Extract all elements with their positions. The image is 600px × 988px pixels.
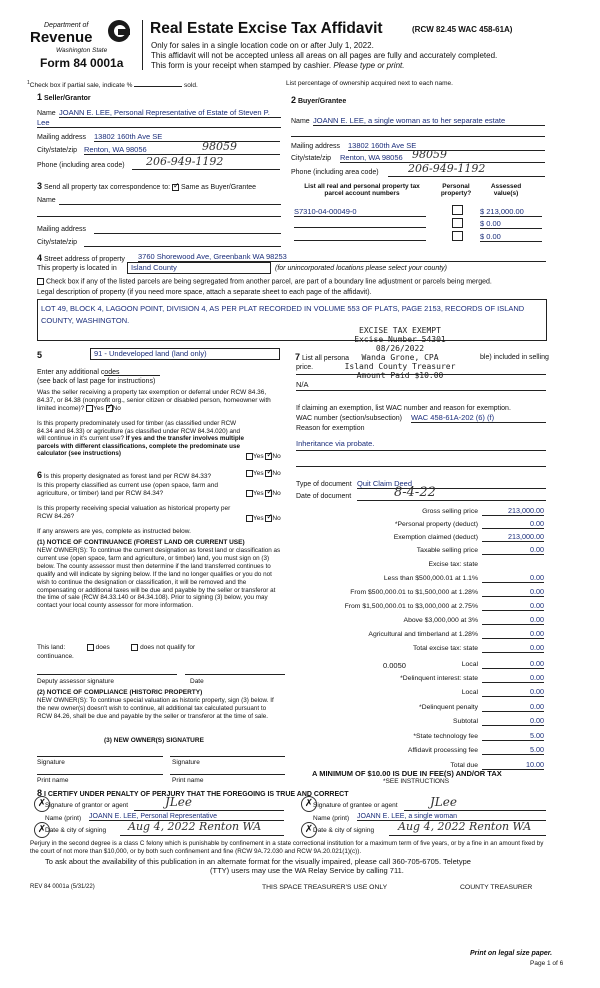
parcel-number-1[interactable]: S7310-04-00049-0 xyxy=(294,207,426,217)
seller-phone-handwritten: 206-949-1192 xyxy=(146,155,224,168)
calc-row-value[interactable]: 10.00 xyxy=(482,760,544,770)
grantor-date-city-label: Date & city of signing xyxy=(45,827,107,834)
calc-row-label: From $500,000.01 to $1,500,000 at 1.28% xyxy=(350,589,478,596)
land-use-select[interactable]: 91 - Undeveloped land (land only) xyxy=(90,348,280,360)
calc-row-label: *State technology fee xyxy=(413,733,478,740)
calc-row-label: Affidavit processing fee xyxy=(407,747,478,754)
calc-row-value[interactable]: 0.00 xyxy=(482,615,544,625)
calc-row-label: Agricultural and timberland at 1.28% xyxy=(368,631,478,638)
personal-property-checkbox-2[interactable] xyxy=(452,218,463,228)
header-note-2: This affidavit will not be accepted unless all areas on all pages are fully and accurately completed. xyxy=(151,51,498,60)
property-street-field[interactable]: 3760 Shorewood Ave, Greenbank WA 98253 xyxy=(138,252,546,262)
calc-row-label: Above $3,000,000 at 3% xyxy=(403,617,478,624)
revision-label: REV 84 0001a (5/31/22) xyxy=(30,884,95,890)
calc-row-label: Subtotal xyxy=(453,718,478,725)
section3-name-field[interactable] xyxy=(59,195,281,205)
buyer-phone-label: Phone (including area code) xyxy=(291,169,379,176)
section6-q3: Is this property receiving special valuation as historical property per RCW 84.26? xyxy=(37,505,231,520)
dor-logo xyxy=(30,18,142,74)
grantor-name-label: Name (print) xyxy=(45,815,82,822)
section6-q1-answers: Yes ✓ No xyxy=(246,470,281,477)
buyer-name-field[interactable]: JOANN E. LEE, a single woman as to her separate estate xyxy=(313,116,545,126)
seller-heading: 1 Seller/Grantor xyxy=(37,92,91,102)
calc-row-value[interactable]: 5.00 xyxy=(482,745,544,755)
local-rate: 0.0050 xyxy=(383,661,406,670)
logo-state-line: Washington State xyxy=(56,47,108,54)
x-mark-icon: ✗ xyxy=(34,796,50,812)
grantor-date-city-field[interactable] xyxy=(120,833,284,836)
section6-q2-answers: Yes ✓ No xyxy=(246,490,281,497)
personal-property-checkbox-3[interactable] xyxy=(452,231,463,241)
section7-label-end: ble) included in selling xyxy=(480,354,549,361)
grantor-sig-label: Signature of grantor or agent xyxy=(45,802,129,809)
accessibility-line-1: To ask about the availability of this publication in an alternate format for the visually impaired, please call 360-705-6705. Teletype xyxy=(45,857,471,866)
calc-row-label: Taxable selling price xyxy=(416,547,478,554)
county-select[interactable]: Island County xyxy=(127,262,271,274)
calc-row-value[interactable]: 0.00 xyxy=(482,573,544,583)
owner-print-field-1[interactable] xyxy=(37,772,163,775)
seller-name-label: Name xyxy=(37,110,56,117)
x-mark-icon: ✗ xyxy=(301,796,317,812)
logo-revenue-word: Revenue xyxy=(30,29,93,46)
header-divider xyxy=(142,20,143,70)
legal-size-note: Print on legal size paper. xyxy=(470,950,553,957)
notice-continuance-text: NEW OWNER(S): To continue the current designation as forest land or classification as current use (open space, farm and agriculture, or timber) land, you must sign on (3) below. The county assessor must then determine if the land transferred continues to qualify and will indicate by signing below. If the land no longer qualifies or you do not wish to continue the designation or classification, it will be removed and the compensating or additional taxes will be due and payable by the seller or transferor at the time of sale (RCW 84.33.140 or 84.34.108). Prior to signing (3) below, you may contact your local county assessor for more information. xyxy=(37,547,281,610)
seller-phone-label: Phone (including area code) xyxy=(37,162,125,169)
calc-row-value[interactable]: 5.00 xyxy=(482,731,544,741)
buyer-phone-handwritten: 206-949-1192 xyxy=(408,162,486,175)
parcel-table-header-3: Assessed value(s) xyxy=(490,183,522,197)
same-as-buyer-checkbox[interactable]: ✓ xyxy=(173,180,180,190)
calc-row-label: Exemption claimed (deduct) xyxy=(393,534,478,541)
buyer-name-label: Name xyxy=(291,118,310,125)
calc-row-label: *Delinquent interest: state xyxy=(400,675,478,682)
logo-swirl-icon xyxy=(108,20,130,42)
seller-name-field-line2[interactable]: Lee xyxy=(37,118,281,128)
calc-row-value[interactable]: 0.00 xyxy=(482,673,544,683)
see-instructions-note: *SEE INSTRUCTIONS xyxy=(383,778,450,785)
owner-signature-label-2: Signature xyxy=(172,759,200,766)
q1-no-checkbox[interactable]: ✓ xyxy=(106,402,114,411)
assessed-value-2[interactable]: $ 0.00 xyxy=(480,219,542,229)
historic-no-checkbox[interactable]: ✓ xyxy=(266,512,274,521)
forest-no-checkbox[interactable]: ✓ xyxy=(266,467,274,476)
forest-yes-checkbox[interactable] xyxy=(246,470,253,477)
legal-description-field[interactable]: LOT 49, BLOCK 4, LAGOON POINT, DIVISION 4, AS PER PLAT RECORDED IN VOLUME 553 OF PLATS, PAGE 2153, RECORDS OF ISLAND COUNTY, WASHINGTON. xyxy=(37,299,547,341)
personal-property-list-field[interactable] xyxy=(296,372,546,375)
section3-label: 3 Send all property tax correspondence to: ✓ Same as Buyer/Grantee xyxy=(37,180,257,191)
doc-date-field[interactable] xyxy=(357,491,546,501)
stamp-line-3: 08/26/2022 xyxy=(375,344,425,353)
section3-city-label: City/state/zip xyxy=(37,239,78,246)
owner-print-label-2: Print name xyxy=(172,777,204,784)
buyer-city-field[interactable]: Renton, WA 98056 xyxy=(340,153,545,163)
doc-date-handwritten: 8-4-22 xyxy=(394,485,436,500)
calc-row-label: Total excise tax: state xyxy=(413,645,478,652)
owner-print-field-2[interactable] xyxy=(170,772,285,775)
grantee-date-city-field[interactable] xyxy=(389,833,546,836)
continuance-label: continuance. xyxy=(37,653,74,660)
form-number: Form 84 0001a xyxy=(40,56,124,70)
partial-sale-row: $^1$Check box if partial sale, indicate % sold. xyxy=(27,80,198,90)
calc-row-value[interactable]: 0.00 xyxy=(482,519,544,529)
assessed-value-1[interactable]: $ 213,000.00 xyxy=(480,207,542,217)
new-owner-signature-title: (3) NEW OWNER(S) SIGNATURE xyxy=(104,737,204,744)
calc-row-value[interactable]: 0.00 xyxy=(482,716,544,726)
personal-property-list-field-2[interactable] xyxy=(296,388,546,391)
buyer-name-field-line2[interactable] xyxy=(291,128,545,137)
calc-row-value[interactable]: 0.00 xyxy=(482,545,544,555)
section5-q1: Was the seller receiving a property tax exemption or deferral under RCW 84.36, 84.37, or 84.38 (nonprofit org., senior citizen or disabled person, homeowner with limited income)? Yes ✓ No xyxy=(37,389,271,413)
county-note: (for unincorporated locations please select your county) xyxy=(275,265,447,272)
reason-line-2 xyxy=(296,465,546,467)
reason-label: Reason for exemption xyxy=(296,425,365,432)
located-in-label: This property is located in xyxy=(37,265,117,272)
section6-q2: Is this property classified as current use (open space, farm and agriculture, or timber) land per RCW 84.34? xyxy=(37,482,219,497)
calc-row-value[interactable]: 213,000.00 xyxy=(482,506,544,516)
grantee-signature-field[interactable] xyxy=(404,808,546,811)
minimum-due-note: A MINIMUM OF $10.00 IS DUE IN FEE(S) AND/OR TAX xyxy=(312,769,502,778)
calc-row-label: Gross selling price xyxy=(422,508,478,515)
reason-field[interactable]: Inheritance via probate. xyxy=(296,439,375,448)
buyer-zip-handwritten: 98059 xyxy=(412,148,447,161)
personal-property-na: N/A xyxy=(296,380,309,389)
buyer-mailing-field[interactable]: 13802 160th Ave SE xyxy=(348,141,545,151)
legal-description-label: Legal description of property (if you need more space, attach a separate sheet to each page of the affidavit). xyxy=(37,289,372,296)
page-number: Page 1 of 6 xyxy=(530,960,564,967)
section3-city-field[interactable] xyxy=(84,237,281,247)
grantor-signature-handwritten: JLee xyxy=(165,795,192,809)
section7-label-price: price. xyxy=(296,364,314,371)
stamp-line-4: Wanda Grone, CPA xyxy=(361,353,439,362)
stamp-line-1: EXCISE TAX EXEMPT xyxy=(359,326,441,335)
section3-mailing-label: Mailing address xyxy=(37,226,87,233)
grantee-date-city-handwritten: Aug 4, 2022 Renton WA xyxy=(398,820,532,833)
calc-row-label: Excise tax: state xyxy=(428,561,478,568)
notice-compliance-text: NEW OWNER(S): To continue special valuation as historic property, sign (3) below. If the new owner(s) doesn't wish to continue, all additional tax calculated pursuant to RCW 84.26, shall be due and payable by the seller or transferor at the time of sale. xyxy=(37,697,274,720)
section6-instructions: If any answers are yes, complete as instructed below. xyxy=(37,528,191,535)
calc-row-label: *Delinquent penalty xyxy=(419,704,478,711)
grantee-signature-handwritten: JLee xyxy=(430,795,457,809)
calc-row-label: Local xyxy=(461,661,478,668)
seller-mailing-field[interactable]: 13802 160th Ave SE xyxy=(94,132,280,142)
calc-row-label: Total due xyxy=(450,762,478,769)
owner-print-label-1: Print name xyxy=(37,777,69,784)
seller-mailing-label: Mailing address xyxy=(37,134,87,141)
accessibility-line-2: (TTY) users may use the WA Relay Service by calling 711. xyxy=(210,866,404,875)
calc-row-value[interactable]: 0.00 xyxy=(482,587,544,597)
calc-row-value[interactable]: 0.00 xyxy=(482,601,544,611)
deputy-date-field[interactable] xyxy=(185,672,285,675)
historic-yes-checkbox[interactable] xyxy=(246,515,253,522)
calc-row-value[interactable]: 0.00 xyxy=(482,687,544,697)
reason-line-1 xyxy=(296,449,546,451)
calc-row-value[interactable]: 0.00 xyxy=(482,702,544,712)
land-does-checkbox[interactable] xyxy=(87,644,94,651)
calc-row-value[interactable]: 0.00 xyxy=(482,643,544,653)
calc-row-label: Less than $500,000.01 at 1.1% xyxy=(383,575,478,582)
buyer-mailing-label: Mailing address xyxy=(291,143,341,150)
grantee-sig-label: Signature of grantee or agent xyxy=(313,802,398,809)
section4-street-row: 4 Street address of property xyxy=(37,253,125,263)
section5-q2-answers: Yes ✓ No xyxy=(246,453,281,460)
owner-signature-label-1: Signature xyxy=(37,759,65,766)
owner-signature-field-2[interactable] xyxy=(170,754,285,757)
stamp-line-5: Island County Treasurer xyxy=(344,362,456,371)
seller-city-field[interactable]: Renton, WA 98056 xyxy=(84,145,280,155)
doc-type-label: Type of document xyxy=(296,481,352,488)
parcel-number-2[interactable] xyxy=(294,219,426,228)
q2-yes-checkbox[interactable] xyxy=(246,453,253,460)
additional-codes-label: Enter any additional codes xyxy=(37,369,120,376)
calc-row-label: Local xyxy=(461,689,478,696)
section3-name-field-2[interactable] xyxy=(37,208,281,217)
logo-dept-line: Department of xyxy=(44,22,89,29)
header-note-3: This form is your receipt when stamped by cashier. Please type or print. xyxy=(151,61,405,70)
q2-no-checkbox[interactable]: ✓ xyxy=(266,450,274,459)
grantee-name-field[interactable]: JOANN E. LEE, a single woman xyxy=(357,813,546,821)
deputy-date-label: Date xyxy=(190,678,204,685)
assessed-value-3[interactable]: $ 0.00 xyxy=(480,232,542,242)
parcel-table-header-2: Personal property? xyxy=(440,183,472,197)
section6-q1: 6 Is this property designated as forest land per RCW 84.33? xyxy=(37,470,212,480)
form-title: Real Estate Excise Tax Affidavit xyxy=(150,20,383,37)
buyer-heading: 2 Buyer/Grantee xyxy=(291,95,347,105)
wac-label: WAC number (section/subsection) xyxy=(296,415,402,422)
county-treasurer-label: COUNTY TREASURER xyxy=(460,884,533,891)
parcel-number-3[interactable] xyxy=(294,232,426,241)
this-land-row: This land: does does not qualify for xyxy=(37,644,196,652)
buyer-city-label: City/state/zip xyxy=(291,155,332,162)
grantor-date-city-handwritten: Aug 4, 2022 Renton WA xyxy=(128,820,262,833)
owner-signature-field-1[interactable] xyxy=(37,754,163,757)
seller-name-field[interactable]: JOANN E. LEE, Personal Representative of Estate of Steven P. xyxy=(59,108,281,118)
calc-row-value[interactable]: 0.00 xyxy=(482,659,544,669)
calc-row-label: *Personal property (deduct) xyxy=(394,521,478,528)
calc-row-value[interactable]: 0.00 xyxy=(482,629,544,639)
grantee-date-city-label: Date & city of signing xyxy=(313,827,375,834)
additional-codes-note: (see back of last page for instructions) xyxy=(37,378,156,385)
certify-statement: 8 I CERTIFY UNDER PENALTY OF PERJURY THAT THE FOREGOING IS TRUE AND CORRECT xyxy=(37,788,349,798)
deputy-signature-label: Deputy assessor signature xyxy=(37,678,114,685)
calc-row-value[interactable]: 213,000.00 xyxy=(482,532,544,542)
section3-mailing-field[interactable] xyxy=(94,224,281,234)
personal-property-checkbox-1[interactable] xyxy=(452,205,463,215)
form-title-citation: (RCW 82.45 WAC 458-61A) xyxy=(412,25,513,34)
wac-field[interactable]: WAC 458-61A-202 (6) (f) xyxy=(411,413,546,423)
grantor-name-field[interactable]: JOANN E. LEE, Personal Representative xyxy=(89,813,284,821)
doc-type-field[interactable]: Quit Claim Deed xyxy=(357,479,546,489)
additional-codes-field[interactable] xyxy=(104,368,160,376)
parcel-table-header-1: List all real and personal property tax parcel account numbers xyxy=(304,183,420,197)
seller-zip-handwritten: 98059 xyxy=(202,140,237,153)
section5-q2: Is this property predominately used for timber (as classified under RCW 84.34 and 84.33) or agriculture (as classified under RCW 84.34.020) and will continue in it's current use? If yes and the transfer involves multiple parcels with different classifications, complete the predominate use calculator (see instructions) xyxy=(37,420,244,457)
exemption-claim-label: If claiming an exemption, list WAC number and reason for exemption. xyxy=(296,405,511,412)
current-use-no-checkbox[interactable]: ✓ xyxy=(266,487,274,496)
grantee-name-label: Name (print) xyxy=(313,815,350,822)
deputy-signature-field[interactable] xyxy=(37,672,177,675)
section5-num: 5 xyxy=(37,350,43,360)
section6-q3-answers: Yes ✓ No xyxy=(246,515,281,522)
current-use-yes-checkbox[interactable] xyxy=(246,490,253,497)
segregation-checkbox[interactable] xyxy=(37,278,44,285)
ownership-note: List percentage of ownership acquired next to each name. xyxy=(286,80,453,87)
grantor-signature-field[interactable] xyxy=(134,808,284,811)
seller-city-label: City/state/zip xyxy=(37,147,78,154)
treasurer-use-label: THIS SPACE TREASURER'S USE ONLY xyxy=(262,884,388,891)
header-note-1: Only for sales in a single location code on or after July 1, 2022. xyxy=(151,41,374,50)
calc-row-label: From $1,500,000.01 to $3,000,000 at 2.75% xyxy=(344,603,478,610)
section7-label: 7 List all persona xyxy=(295,352,350,362)
stamp-line-6: Amount Paid $10.00 xyxy=(356,371,444,380)
perjury-warning: Perjury in the second degree is a class C felony which is punishable by confinement in a state correctional institution for a maximum term of five years, or by a fine in an amount fixed by the court of not more than $10,000, or by both such confinement and fine (RCW 9A.72.030 and RCW 9A.20.021(1)(c)). xyxy=(30,840,544,855)
stamp-line-2: Excise Number 54301 xyxy=(354,335,446,344)
land-does-not-checkbox[interactable] xyxy=(131,644,138,651)
section3-name-label: Name xyxy=(37,197,56,204)
x-mark-icon: ✗ xyxy=(301,822,317,838)
notice-continuance-title: (1) NOTICE OF CONTINUANCE (FOREST LAND OR CURRENT USE) xyxy=(37,539,245,546)
notice-compliance-title: (2) NOTICE OF COMPLIANCE (HISTORIC PROPERTY) xyxy=(37,689,203,696)
segregation-row: Check box if any of the listed parcels are being segregated from another parcel, are part of a boundary line adjustment or parcels being merged. xyxy=(37,278,492,285)
x-mark-icon: ✗ xyxy=(34,822,50,838)
doc-date-label: Date of document xyxy=(296,493,352,500)
